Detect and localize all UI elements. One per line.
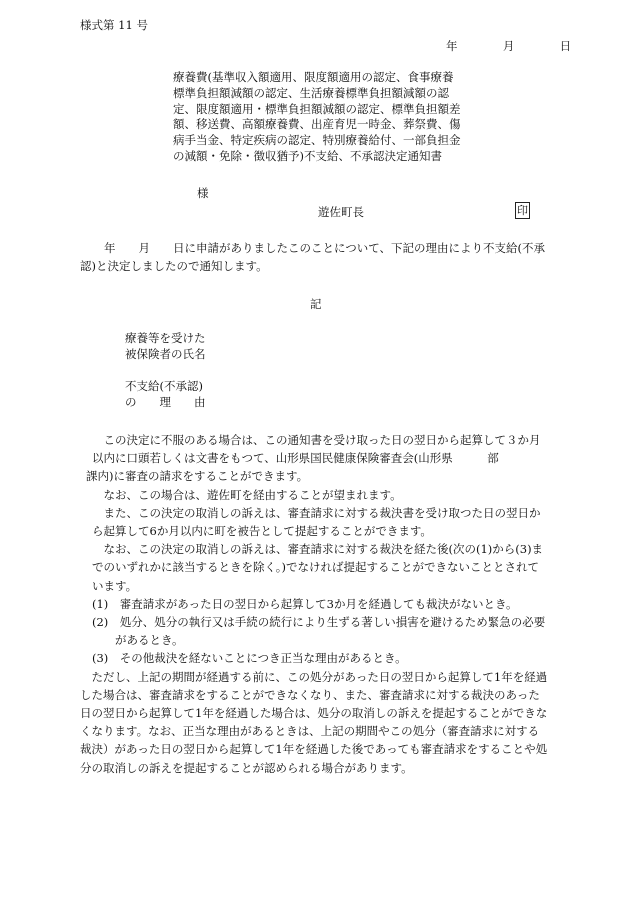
notice-line: があるとき。 <box>92 633 184 648</box>
recipient-suffix: 様 <box>197 186 209 200</box>
form-number: 様式第 11 号 <box>80 18 148 32</box>
ki-heading: 記 <box>310 297 322 311</box>
notice-line: 裁決）があった日の翌日から起算して1年を経過した後であっても審査請求をすることや処 <box>80 742 548 757</box>
notice-line: (2) 処分、処分の執行又は手続の続行により生ずる著しい損害を避けるため緊急の必要 <box>92 615 546 630</box>
title-line: 標準負担額減額の認定、生活療養標準負担額減額の認 <box>173 85 449 100</box>
notice-line: (3) その他裁決を経ないことにつき正当な理由があるとき。 <box>92 651 407 666</box>
field-label-line: 療養等を受けた <box>125 331 206 345</box>
title-line: 額、移送費、高額療養費、出産育児一時金、葬祭費、傷 <box>173 117 461 132</box>
notice-line: ら起算して6か月以内に町を被告として提起することができます。 <box>92 524 432 539</box>
sender-name: 遊佐町長 <box>318 205 364 219</box>
notice-line: なお、この決定の取消しの訴えは、審査請求に対する裁決を経た後(次の(1)から(3)ま <box>92 542 544 557</box>
notice-line: 分の取消しの訴えを提起することが認められる場合があります。 <box>80 760 413 775</box>
notice-line: この決定に不服のある場合は、この通知書を受け取った日の翌日から起算して３か月 <box>92 433 541 447</box>
date-line <box>446 38 571 54</box>
notice-line: ただし、上記の期間が経過する前に、この処分があった日の翌日から起算して1年を経過 <box>80 669 548 684</box>
field-label-line: の 理 由 <box>125 395 206 409</box>
notice-line: した場合は、審査請求をすることができなくなり、また、審査請求に対する裁決のあった <box>80 687 540 702</box>
intro-text <box>80 240 545 275</box>
notice-line: 以内に口頭若しくは文書をもつて、山形県国民健康保険審査会(山形県 部 <box>92 451 499 466</box>
title-line: の減額・免除・徴収猶予)不支給、不承認決定通知書 <box>173 148 442 163</box>
field-insured-name <box>125 330 206 362</box>
date-month: 月 <box>502 39 515 53</box>
notice-line: 日の翌日から起算して1年を経過した場合は、処分の取消しの訴えを提起することができな <box>80 706 548 721</box>
field-label-line: 不支給(不承認) <box>125 379 203 393</box>
notice-line: でのいずれかに該当するときを除く。)でなければ提起することができないこととされて <box>92 560 540 575</box>
notice-line: (1) 審査請求があった日の翌日から起算して3か月を経過しても裁決がないとき。 <box>92 596 518 611</box>
notice-line: また、この決定の取消しの訴えは、審査請求に対する裁決書を受け取つた日の翌日か <box>92 505 541 520</box>
notice-line: くなります。なお、正当な理由があるときは、上記の期間やこの処分（審査請求に対する <box>80 724 540 739</box>
title-line: 病手当金、特定疾病の認定、特別療養給付、一部負担金 <box>173 133 461 148</box>
seal-mark: 印 <box>517 204 528 217</box>
appeal-notice <box>80 431 560 777</box>
intro-line: 認)と決定しましたので通知します。 <box>80 258 268 273</box>
notice-line: います。 <box>92 578 138 593</box>
notice-line: なお、この場合は、遊佐町を経由することが望まれます。 <box>92 487 402 502</box>
notice-line: 課内)に審査の請求をすることができます。 <box>86 469 309 484</box>
date-year: 年 <box>446 39 458 53</box>
document-title <box>173 70 461 165</box>
field-reason <box>125 378 206 410</box>
field-label-line: 被保険者の氏名 <box>125 347 206 361</box>
intro-line: 年 月 日に申請がありましたこのことについて、下記の理由により不支給(不承 <box>104 241 546 255</box>
title-line: 定、限度額適用・標準負担額減額の認定、標準負担額差 <box>173 101 461 116</box>
title-line: 療養費(基準収入額適用、限度額適用の認定、食事療養 <box>173 70 454 84</box>
date-day: 日 <box>559 39 572 53</box>
